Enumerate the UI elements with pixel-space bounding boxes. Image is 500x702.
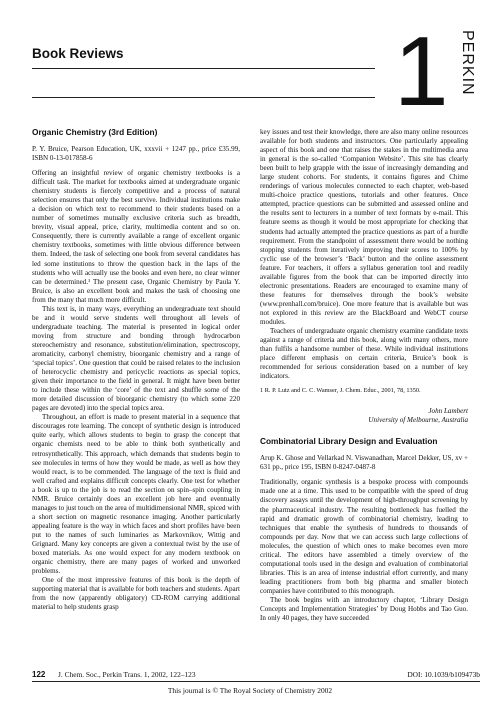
- footer-page-number: 122: [32, 670, 46, 679]
- page-header-title: Book Reviews: [32, 46, 124, 61]
- reviewer-name: John Lambert: [428, 407, 468, 416]
- review1-paragraph: key issues and test their knowledge, there are also many online resources available for both students and instructors. One particularly appealing aspect of this book and one that raises the stakes in the multimedia area in general is the so-called ‘Companion Website’. This site has clearly been built to help grapple with the issue of increasingly demanding and large student cohorts. For students, it contains figures and Chime renderings of various molecules connected to each chapter, web-based multi-choice practice questions, tutorials and other features. Once attempted, practice questions can be submitted and assessed online and the results sent to lecturers in a number of text formats by e-mail. This feature seems as though it would be most appropriate for checking that students had actually attempted the practice questions as part of a hurdle requirement. From the standpoint of assessment there would be nothing stopping students from iteratively improving their scores to 100% by cyclic use of the browser’s ‘Back’ button and the online assessment feature. For teachers, it offers a syllabus generation tool and readily available figures from the book that can be imported directly into electronic presentations. Readers are encouraged to examine many of these features for themselves through the book’s website (www.prenhall.com/bruice). One more feature that is available but was not explored in this review are the BlackBoard and WebCT course modules.: [260, 128, 468, 326]
- logo-word: PERKIN: [459, 30, 476, 96]
- header-rule-top: [32, 68, 375, 69]
- perkin-logo: [394, 16, 480, 132]
- footer-doi: DOI: 10.1039/b109473b: [407, 670, 480, 679]
- review1-paragraph: This text is, in many ways, everything an undergraduate text should be and it would serve students well throughout all levels of undergraduate teaching. The material is presented in logical order moving from structure and bonding through hydrocarbon stereochemistry and resonance, substitution/elimination, spectroscopy, aromaticity, carbonyl chemistry, bioorganic chemistry and a range of ‘special topics’. One question that could be raised relates to the inclusion of heterocyclic chemistry and pericyclic reactions as special topics, given their importance to the field in general. It might have been better to include these within the ‘core’ of the text and shuffle some of the more detailed discussion of bioorganic chemistry (to which some 220 pages are devoted) into the special topics area.: [32, 304, 240, 413]
- footer-copyright: This journal is © The Royal Society of Chemistry 2002: [167, 686, 333, 695]
- review2-meta: Arup K. Ghose and Vellarkad N. Viswanadhan, Marcel Dekker, US, xv + 631 pp., price 195, ISBN 0-8247-0487-8: [260, 454, 468, 472]
- footer-journal: J. Chem. Soc., Perkin Trans. 1, 2002, 122–123: [58, 670, 196, 679]
- review1-paragraph: Teachers of undergraduate organic chemistry examine candidate texts against a range of criteria and this book, along with many others, more than fulfils a handsome number of these. While individual institutions place different emphasis on certain criteria, Bruice’s book is recommended for serious consideration based on a number of key indicators.: [260, 327, 468, 381]
- review1-paragraph: One of the most impressive features of this book is the depth of supporting material that is available for both teachers and students. Apart from the now (apparently obligatory) CD-ROM carrying additional material to help students grasp: [32, 576, 240, 612]
- review2-title: Combinatorial Library Design and Evaluation: [260, 436, 438, 447]
- review1-meta: P. Y. Bruice, Pearson Education, UK, xxxvii + 1247 pp., price £35.99, ISBN 0-13-017858-6: [32, 145, 240, 163]
- left-column: [32, 128, 240, 612]
- review2-paragraph: The book begins with an introductory chapter, ‘Library Design Concepts and Implementation Strategies’ by Doug Hobbs and Tao Guo. In only 40 pages, they have succeeded: [260, 595, 468, 623]
- right-column: [260, 128, 468, 623]
- reviewer-affiliation: University of Melbourne, Australia: [368, 416, 468, 425]
- header-rule-bottom: [32, 97, 375, 98]
- review1-title: Organic Chemistry (3rd Edition): [32, 127, 158, 137]
- review2-paragraph: Traditionally, organic synthesis is a bespoke process with compounds made one at a time. This used to be compatible with the speed of drug discovery assays until the development of high-throughput screening by the pharmaceutical industry. The resulting bottleneck has fuelled the rapid and dramatic growth of combinatorial chemistry, leading to techniques that enable the synthesis of hundreds to thousands of compounds per day. Now that we can access such large collections of molecules, the question of which ones to make becomes even more critical. The editors have assembled a timely overview of the computational tools used in the design and evaluation of combinatorial libraries. This is an area of intense industrial effort currently, and many leading practitioners from both big pharma and smaller biotech companies have contributed to this monograph.: [260, 478, 468, 595]
- review1-paragraph: Offering an insightful review of organic chemistry textbooks is a difficult task. The market for textbooks aimed at undergraduate organic chemistry students is fiercely competitive and a process of natural selection ensures that only the best survive. Individual institutions make a decision on which text to recommend to their students based on a number of sometimes mutually exclusive criteria such as breadth, brevity, visual appeal, price, clarity, multimedia content and so on. Consequently, there is currently available a range of excellent organic chemistry textbooks, sometimes with little obvious difference between them. Indeed, the task of selecting one book from several candidates has led some institutions to throw the question back in the laps of the students who will actually use the books and even here, no clear winner can be determined.¹ The present case, Organic Chemistry by Paula Y. Bruice, is also an excellent book and makes the task of choosing one from the many that much more difficult.: [32, 169, 240, 304]
- logo-number: 1: [394, 16, 447, 126]
- reference-note: 1 R. P. Lutz and C. C. Wamser, J. Chem. Educ., 2001, 78, 1350.: [260, 387, 421, 395]
- reviewer-signature: [260, 407, 468, 425]
- footer-rule: [32, 681, 480, 682]
- review1-paragraph: Throughout, an effort is made to present material in a sequence that discourages rote learning. The concept of synthetic design is introduced quite early, which allows students to begin to grasp the concept that organic chemists need to be able to think both synthetically and retrosynthetically. This approach, which demands that students begin to see molecules in terms of how they would be made, as well as how they would react, is to be commended. The language of the text is fluid and well crafted and explains difficult concepts clearly. One test for whether a book is up to the job is to read the section on spin–spin coupling in NMR. Bruice certainly does an excellent job here and eventually manages to just touch on the area of multidimensional NMR, spiced with a short section on magnetic resonance imaging. Another particularly appealing feature is the way in which faces and short profiles have been put to the names of such luminaries as Markovnikov, Wittig and Grignard. Many key concepts are given a contextual twist by the use of boxed materials. As one would expect for any modern textbook on organic chemistry, there are many pages of worked and unworked problems.: [32, 413, 240, 576]
